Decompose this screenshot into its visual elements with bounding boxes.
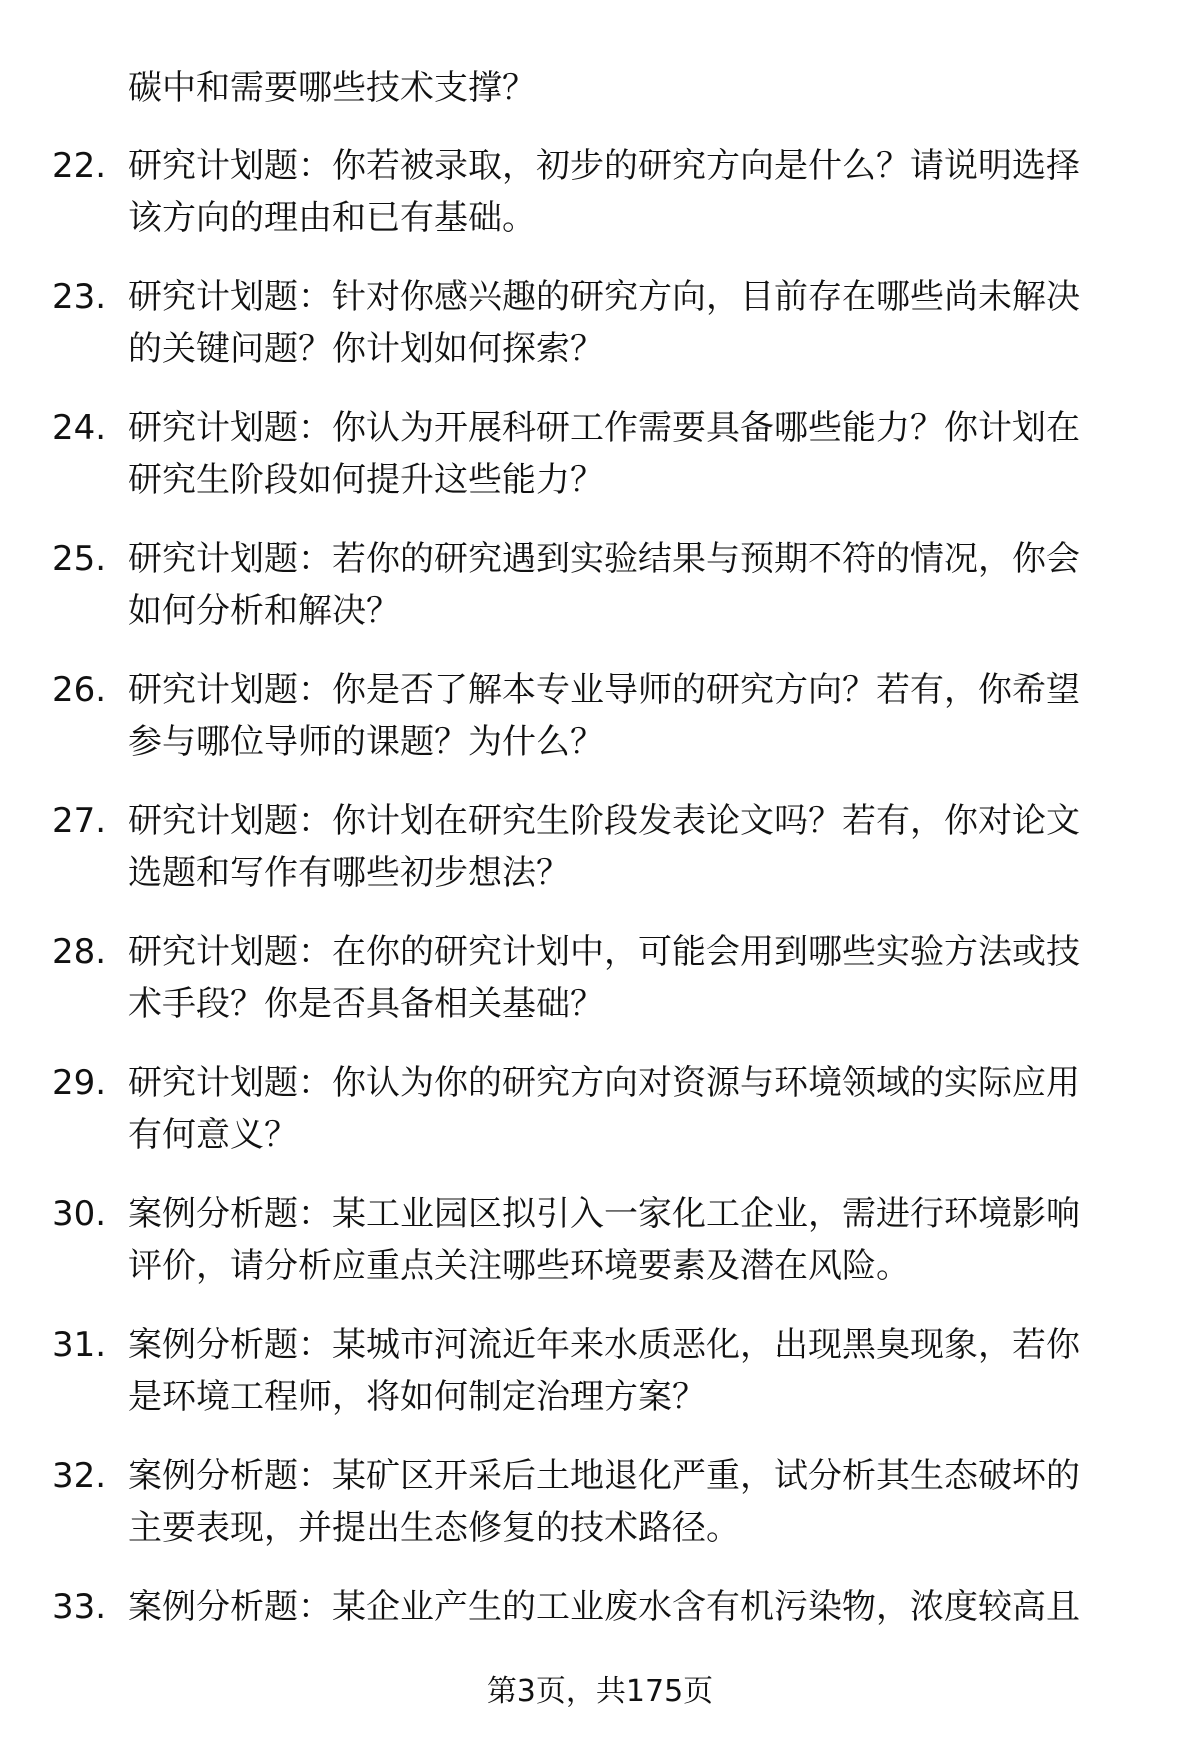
- question-text: 案例分析题：某企业产生的工业废水含有机污染物，浓度较高且: [128, 1587, 1080, 1627]
- question-number: 30.: [52, 1194, 107, 1234]
- question-item: [52, 271, 1152, 402]
- question-item: [52, 664, 1152, 795]
- question-item: [52, 402, 1152, 533]
- question-number: 27.: [52, 801, 107, 841]
- question-item: [52, 533, 1152, 664]
- question-text: 案例分析题：某城市河流近年来水质恶化，出现黑臭现象，若你 是环境工程师，将如何制定治理方案？: [128, 1325, 1080, 1417]
- question-text: 研究计划题：在你的研究计划中，可能会用到哪些实验方法或技 术手段？你是否具备相关基础？: [128, 932, 1080, 1024]
- question-text: 研究计划题：你是否了解本专业导师的研究方向？若有，你希望 参与哪位导师的课题？为什么？: [128, 670, 1080, 762]
- question-number: 28.: [52, 932, 107, 972]
- question-text: 研究计划题：针对你感兴趣的研究方向，目前存在哪些尚未解决 的关键问题？你计划如何探索？: [128, 277, 1080, 369]
- question-item: [52, 1450, 1152, 1581]
- page-footer: 第3页，共175页: [486, 1674, 714, 1709]
- question-number: 23.: [52, 277, 107, 317]
- question-item: [52, 1188, 1152, 1319]
- question-item: [52, 140, 1152, 271]
- question-item: [52, 795, 1152, 926]
- question-list: [52, 140, 1152, 1712]
- question-number: 29.: [52, 1063, 107, 1103]
- question-item: [52, 1319, 1152, 1450]
- question-text: 研究计划题：你认为你的研究方向对资源与环境领域的实际应用 有何意义？: [128, 1063, 1080, 1155]
- question-text: 案例分析题：某矿区开采后土地退化严重，试分析其生态破坏的 主要表现，并提出生态修复的技术路径。: [128, 1456, 1080, 1548]
- question-text: 研究计划题：若你的研究遇到实验结果与预期不符的情况，你会 如何分析和解决？: [128, 539, 1080, 631]
- question-text: 研究计划题：你若被录取，初步的研究方向是什么？请说明选择 该方向的理由和已有基础。: [128, 146, 1080, 238]
- question-item: [52, 1057, 1152, 1188]
- question-text: 研究计划题：你认为开展科研工作需要具备哪些能力？你计划在 研究生阶段如何提升这些能力？: [128, 408, 1080, 500]
- question-number: 32.: [52, 1456, 107, 1496]
- question-item: [52, 926, 1152, 1057]
- question-number: 24.: [52, 408, 107, 448]
- previous-question-continuation: 碳中和需要哪些技术支撑？: [128, 68, 536, 108]
- question-text: 研究计划题：你计划在研究生阶段发表论文吗？若有，你对论文 选题和写作有哪些初步想法？: [128, 801, 1080, 893]
- question-number: 22.: [52, 146, 107, 186]
- question-number: 33.: [52, 1587, 107, 1627]
- question-number: 31.: [52, 1325, 107, 1365]
- question-number: 25.: [52, 539, 107, 579]
- question-number: 26.: [52, 670, 107, 710]
- question-text: 案例分析题：某工业园区拟引入一家化工企业，需进行环境影响 评价，请分析应重点关注哪些环境要素及潜在风险。: [128, 1194, 1080, 1286]
